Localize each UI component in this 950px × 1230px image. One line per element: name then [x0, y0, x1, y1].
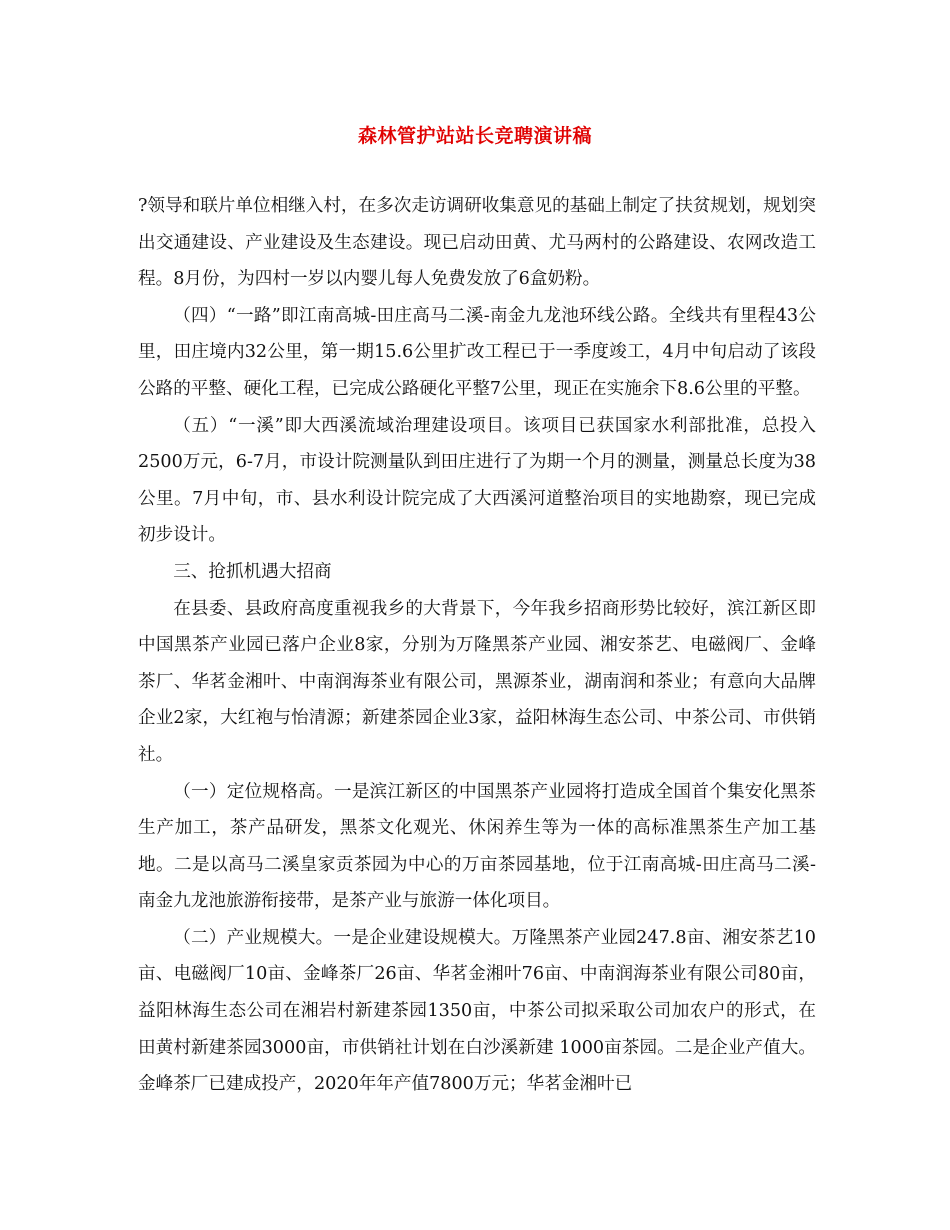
paragraph: 在县委、县政府高度重视我乡的大背景下，今年我乡招商形势比较好，滨江新区即中国黑茶产业园已落户企业8家，分别为万隆黑茶产业园、湘安茶艺、电磁阀厂、金峰茶厂、华茗金湘叶、中南润海茶业有限公司，黑源茶业，湖南润和茶业；有意向大品牌企业2家，大红袍与怡清源；新建茶园企业3家，益阳林海生态公司、中茶公司、市供销社。: [138, 598, 816, 765]
paragraph: ?领导和联片单位相继入村，在多次走访调研收集意见的基础上制定了扶贫规划，规划突出交通建设、产业建设及生态建设。现已启动田黄、尤马两村的公路建设、农网改造工程。8月份，为四村一岁以内婴儿每人免费发放了6盒奶粉。: [138, 196, 816, 290]
paragraph: （二）产业规模大。一是企业建设规模大。万隆黑茶产业园247.8亩、湘安茶艺10亩、电磁阀厂10亩、金峰茶厂26亩、华茗金湘叶76亩、中南润海茶业有限公司80亩，益阳林海生态公司在湘岩村新建茶园1350亩，中茶公司拟采取公司加农户的形式，在田黄村新建茶园3000亩，市供销社计划在白沙溪新建 1000亩茶园。二是企业产值大。金峰茶厂已建成投产，2020年年产值7800万元；华茗金湘叶已: [138, 927, 816, 1095]
paragraph: （一）定位规格高。一是滨江新区的中国黑茶产业园将打造成全国首个集安化黑茶生产加工，茶产品研发，黑茶文化观光、休闲养生等为一体的高标准黑茶生产加工基地。二是以高马二溪皇家贡茶园为中心的万亩茶园基地，位于江南高城-田庄高马二溪-南金九龙池旅游衔接带，是茶产业与旅游一体化项目。: [138, 781, 816, 912]
section-heading: 三、抢抓机遇大招商: [173, 561, 332, 582]
paragraph: （四）“一路”即江南高城-田庄高马二溪-南金九龙池环线公路。全线共有里程43公里，田庄境内32公里，第一期15.6公里扩改工程已于一季度竣工，4月中旬启动了该段公路的平整、硬化工程，已完成公路硬化平整7公里，现正在实施余下8.6公里的平整。: [138, 305, 816, 399]
document-body: [138, 188, 816, 1103]
document-title: 森林管护站站长竞聘演讲稿: [357, 125, 592, 147]
paragraph: （五）“一溪”即大西溪流域治理建设项目。该项目已获国家水利部批准，总投入2500万元，6-7月，市设计院测量队到田庄进行了为期一个月的测量，测量总长度为38公里。7月中旬，市、县水利设计院完成了大西溪河道整治项目的实地勘察，现已完成初步设计。: [138, 415, 816, 546]
